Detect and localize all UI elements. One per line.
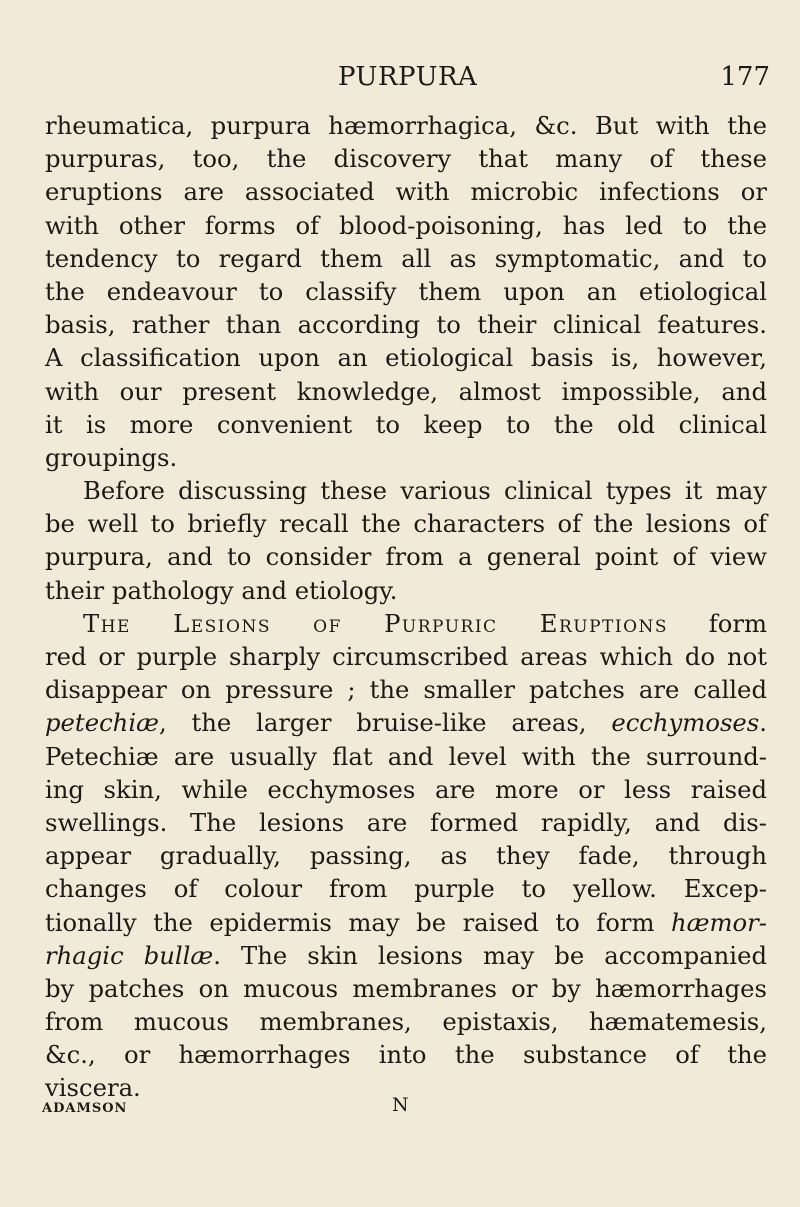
text-line: appear gradually, passing, as they fade, through xyxy=(45,841,767,871)
text-line: purpura, and to consider from a general point of view xyxy=(45,542,767,572)
text-line: &c., or hæmorrhages into the substance of the xyxy=(45,1040,767,1070)
text-line: be well to briefly recall the characters of the lesions of xyxy=(45,509,767,539)
italic-term: ecchymoses xyxy=(611,708,760,738)
page-number: 177 xyxy=(720,62,770,92)
text-line xyxy=(45,706,767,739)
text-line: by patches on mucous membranes or by hæmorrhages xyxy=(45,973,767,1003)
text-line: Petechiæ are usually flat and level with the surround- xyxy=(45,741,767,771)
text-line: swellings. The lesions are formed rapidly, and dis- xyxy=(45,807,767,837)
text-line: eruptions are associated with microbic infections or xyxy=(45,177,767,207)
text-line: changes of colour from purple to yellow. Excep- xyxy=(45,874,767,904)
section-run-in-heading: The Lesions of Purpuric Eruptions xyxy=(83,608,669,638)
text-fragment: . xyxy=(759,708,767,738)
text-line: purpuras, too, the discovery that many of these xyxy=(45,144,767,174)
text-line: with other forms of blood-poisoning, has led to the xyxy=(45,210,767,240)
text-line xyxy=(45,939,767,972)
body-text xyxy=(45,109,767,1105)
text-line: from mucous membranes, epistaxis, hæmatemesis, xyxy=(45,1007,767,1037)
text-fragment: , the larger bruise-like areas, xyxy=(158,708,612,738)
italic-term: hæmor- xyxy=(671,907,767,937)
text-fragment: form xyxy=(668,608,768,638)
printer-signature: ADAMSON xyxy=(42,1101,128,1116)
text-line: the endeavour to classify them upon an etiological xyxy=(45,276,767,306)
signature-mark: N xyxy=(392,1094,409,1116)
text-line: rheumatica, purpura hæmorrhagica, &c. But with the xyxy=(45,111,767,140)
text-line xyxy=(45,607,767,640)
text-line: tendency to regard them all as symptomatic, and to xyxy=(45,243,767,273)
text-line: A classification upon an etiological basis is, however, xyxy=(45,343,767,373)
text-line: red or purple sharply circumscribed areas which do not xyxy=(45,642,767,671)
italic-term: petechiæ xyxy=(45,708,159,738)
running-title: PURPURA xyxy=(338,62,478,92)
text-line: basis, rather than according to their clinical features. xyxy=(45,310,767,340)
text-line: disappear on pressure ; the smaller patches are called xyxy=(45,675,767,705)
text-line xyxy=(45,906,767,939)
text-fragment: tionally the epidermis may be raised to form xyxy=(45,907,672,937)
text-line: with our present knowledge, almost impossible, and xyxy=(45,376,767,406)
text-line: Before discussing these various clinical types it may xyxy=(83,476,767,506)
text-line: groupings. xyxy=(45,442,178,472)
text-fragment: . The skin lesions may be accompanied xyxy=(213,940,768,970)
text-line: it is more convenient to keep to the old clinical xyxy=(45,409,767,439)
text-line: their pathology and etiology. xyxy=(45,575,398,605)
running-head xyxy=(0,62,800,102)
text-line: viscera. xyxy=(45,1073,141,1103)
italic-term: rhagic bullæ xyxy=(45,940,214,970)
text-line: ing skin, while ecchymoses are more or less raised xyxy=(45,774,767,804)
